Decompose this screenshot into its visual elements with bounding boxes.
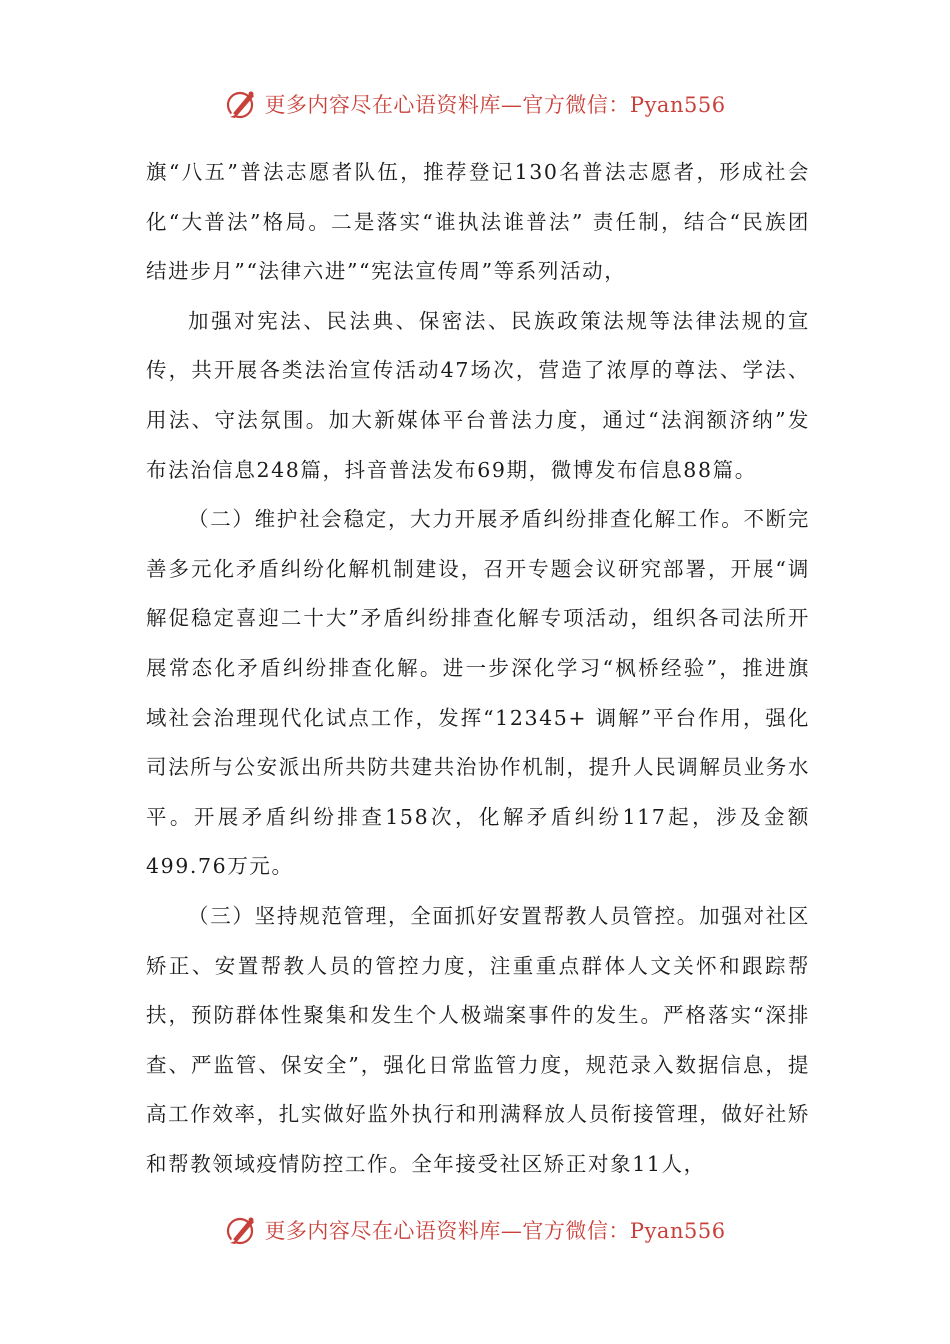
- text-line: （三）坚持规范管理，全面抓好安置帮教人员管控。加强对社: [188, 903, 788, 928]
- watermark-footer: [0, 1210, 950, 1250]
- watermark-footer-text: 更多内容尽在心语资料库—官方微信：Pyan556: [264, 1219, 726, 1243]
- text-line: 信息，提高工作效率，扎实做好监外执行和刑满释放人员衔接管理，: [146, 1052, 810, 1127]
- text-line: “调解促稳定喜迎二十大”矛盾纠纷排查化解专项活动，组织各司: [146, 556, 810, 631]
- text-line: 金额499.76万元。: [146, 804, 810, 879]
- text-line: 会化“大普法”格局。二是落实“谁执法谁普法” 责任制，结合: [146, 160, 810, 234]
- pen-circle-logo-icon: [224, 1213, 258, 1247]
- text-line: 完善多元化矛盾纠纷化解机制建设，召开专题会议研究部署，开展: [146, 507, 810, 581]
- text-line: 用法、守法氛围。加大新媒体平台普法力度，通过“法润额济纳”: [146, 407, 788, 432]
- pen-circle-logo-icon: [224, 87, 258, 121]
- text-line: 做好社矫和帮教领域疫情防控工作。全年接受社区矫正对象11人，: [146, 1102, 810, 1176]
- text-line: 业务水平。开展矛盾纠纷排查158次，化解矛盾纠纷117起，涉及: [146, 755, 810, 829]
- text-line: 推进旗域社会治理现代化试点工作，发挥“12345+ 调解”平台作用，: [146, 655, 810, 730]
- text-line: 区矫正、安置帮教人员的管控力度，注重重点群体人文关怀和跟踪: [146, 903, 810, 978]
- text-line: 法所开展常态化矛盾纠纷排查化解。进一步深化学习“枫桥经验”，: [146, 606, 810, 680]
- paragraph: [146, 148, 810, 297]
- watermark-header: [0, 84, 950, 124]
- text-line: “深排查、严监管、保安全”，强化日常监管力度，规范录入数据: [146, 1003, 811, 1077]
- text-line: 加强对宪法、民法典、保密法、民族政策法规等法律法规的宣: [188, 308, 810, 333]
- paragraph: [146, 495, 810, 892]
- text-line: 旗“八五”普法志愿者队伍，推荐登记130名普法志愿者，形成社: [146, 160, 788, 184]
- paragraph: [146, 297, 810, 495]
- text-line: 传，共开展各类法治宣传活动47场次，营造了浓厚的尊法、学法、: [146, 358, 810, 383]
- text-line: （二）维护社会稳定，大力开展矛盾纠纷排查化解工作。不断: [188, 507, 788, 532]
- text-line: 发布法治信息248篇，抖音普法发布69期，微博发布信息88篇。: [146, 407, 810, 482]
- paragraph: [146, 892, 810, 1190]
- watermark-header-text: 更多内容尽在心语资料库—官方微信：Pyan556: [264, 93, 726, 117]
- text-line: 帮扶，预防群体性聚集和发生个人极端案事件的发生。严格落实: [146, 953, 810, 1028]
- document-body: [146, 148, 810, 1189]
- text-line: “民族团结进步月”“法律六进”“宪法宣传周”等系列活动，: [146, 209, 810, 284]
- text-line: 强化司法所与公安派出所共防共建共治协作机制，提升人民调解员: [146, 705, 810, 780]
